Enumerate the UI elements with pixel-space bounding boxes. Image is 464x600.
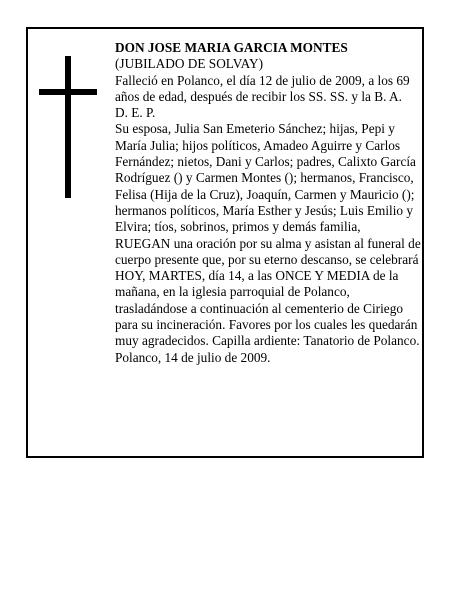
obituary-notice — [26, 27, 424, 458]
place-date: Polanco, 14 de julio de 2009. — [115, 349, 271, 365]
deceased-name: DON JOSE MARIA GARCIA MONTES — [115, 40, 348, 55]
family-list: Su esposa, Julia San Emeterio Sánchez; hijas, Pepi y María Julia; hijos políticos, Amadeo Aguirre y Carlos Fernández; nietos, Dani y Carlos; padres, Calixto García Rodríguez () y Carmen Montes (); hermanos, Francisco, Felisa (Hija de la Cruz), Joaquín, Carmen y Mauricio (); hermanos políticos, María Esther y Jesús; Luis Emilio y Elvira; tíos, sobrinos, primos y demás familia, — [115, 121, 416, 235]
latin-cross-icon — [39, 56, 97, 198]
funeral-request: RUEGAN una oración por su alma y asistan al funeral de cuerpo presente que, por su eterno descanso, se celebrará HOY, MARTES, día 14, a las ONCE Y MEDIA de la mañana, en la iglesia parroquial de Polanco, trasladándose a continuación al cementerio de Ciriego para su incineración. Favores por los cuales les quedarán muy agradecidos. Capilla ardiente: Tanatorio de Polanco. — [115, 235, 421, 349]
cross-vertical-bar — [65, 56, 71, 198]
obituary-text — [115, 40, 421, 366]
death-announcement: Falleció en Polanco, el día 12 de julio de 2009, a los 69 años de edad, después de recibir los SS. SS. y la B. A. — [115, 72, 410, 104]
cross-horizontal-bar — [39, 89, 97, 95]
rip-line: D. E. P. — [115, 105, 156, 121]
deceased-subtitle: (JUBILADO DE SOLVAY) — [115, 56, 264, 72]
